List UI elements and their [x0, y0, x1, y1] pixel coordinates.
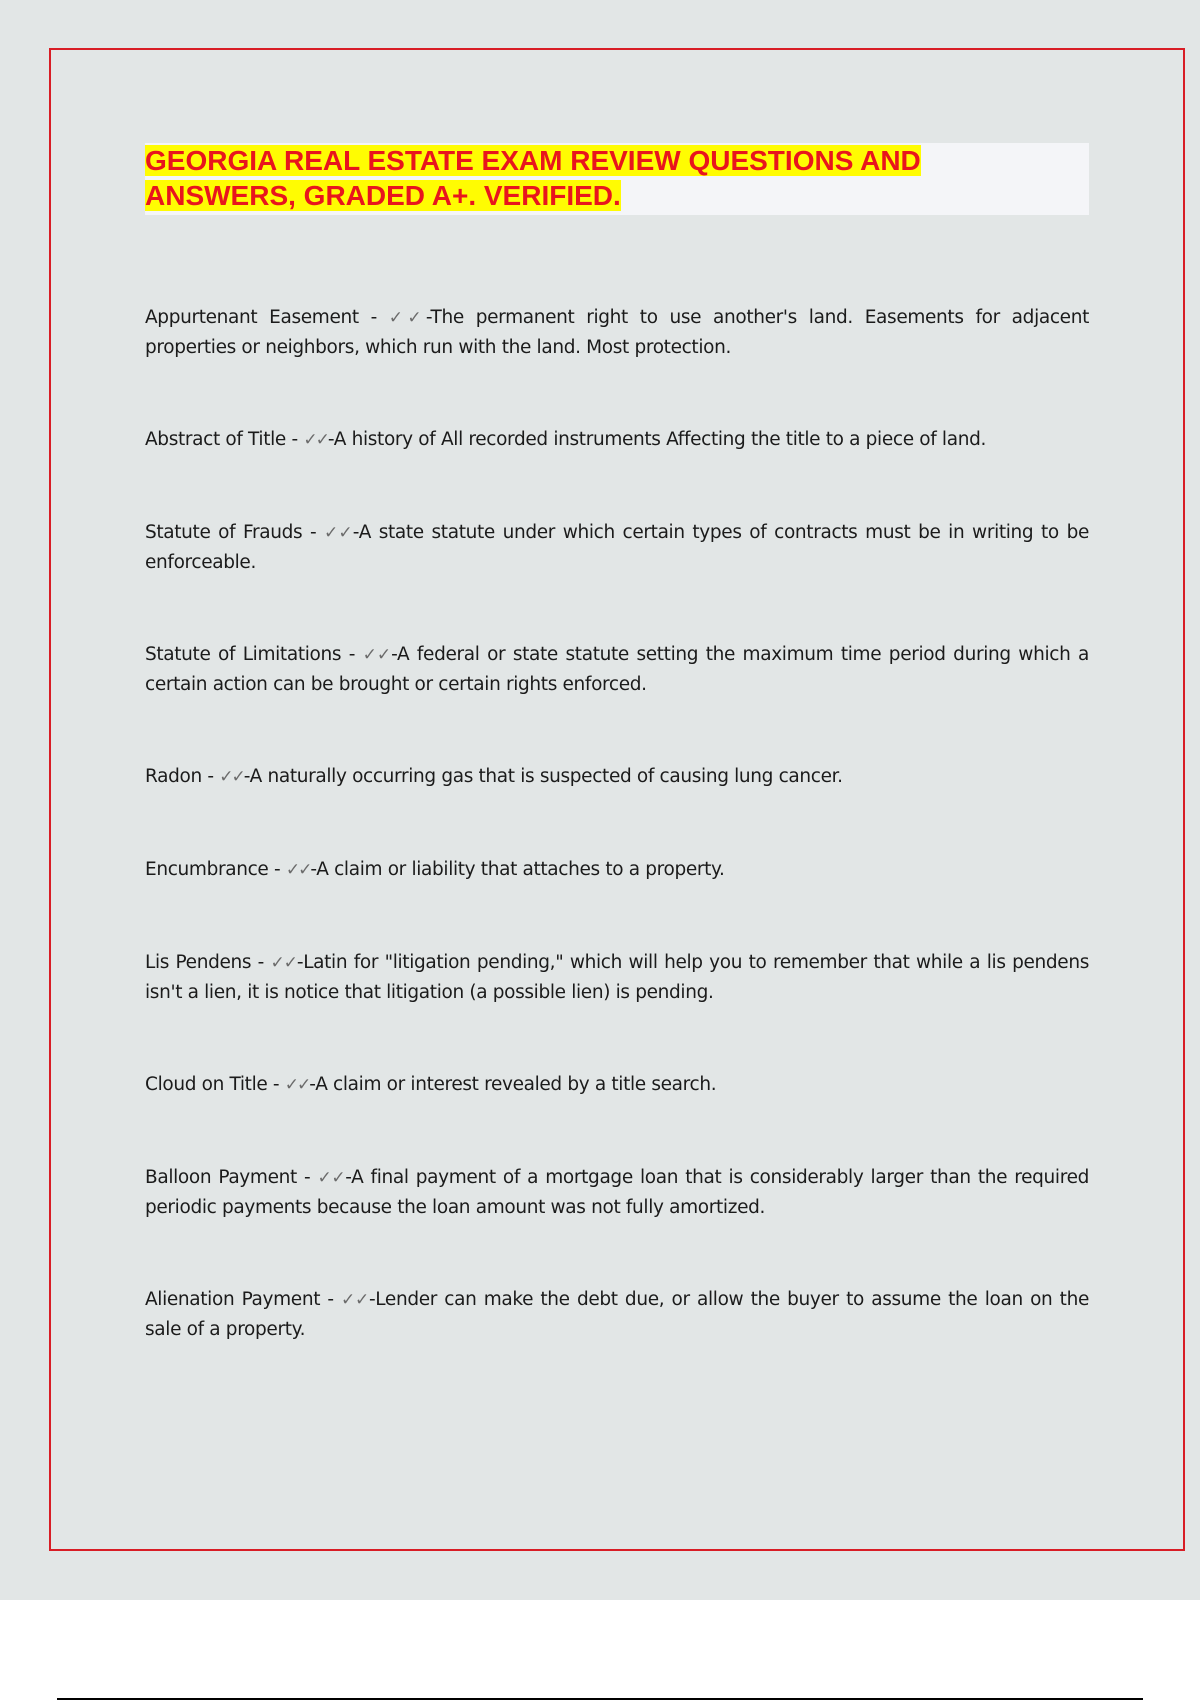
qa-entry: Statute of Frauds - ✓✓-A state statute under which certain types of contracts must be in writing to be enforceable.: [145, 522, 1090, 573]
double-check-icon: ✓✓: [323, 523, 353, 543]
entry-term: Abstract of Title: [145, 429, 286, 450]
qa-entry: Balloon Payment - ✓✓-A final payment of a mortgage loan that is considerably larger than the required periodic payments because the loan amount was not fully amortized.: [145, 1167, 1090, 1218]
entry-definition: A federal or state statute setting the maximum time period during which a certain action can be brought or certain rights enforced.: [145, 644, 1089, 695]
double-check-icon: ✓✓: [317, 1168, 346, 1188]
document-title: [145, 143, 1089, 213]
entry-definition: The permanent right to use another's land. Easements for adjacent properties or neighbors, which run with the land. Most protection.: [145, 307, 1089, 358]
entry-term: Encumbrance: [145, 859, 269, 880]
entry-term: Appurtenant Easement: [145, 307, 359, 328]
double-check-icon: ✓✓: [285, 860, 311, 880]
qa-entry: Cloud on Title - ✓✓-A claim or interest revealed by a title search.: [145, 1074, 717, 1095]
entry-term: Statute of Frauds: [145, 522, 303, 543]
title-block: [145, 143, 1089, 215]
entry-term: Alienation Payment: [145, 1289, 321, 1310]
entry-definition: A claim or interest revealed by a title search.: [315, 1074, 717, 1095]
entry-term: Lis Pendens: [145, 952, 252, 973]
title-line-1: GEORGIA REAL ESTATE EXAM REVIEW QUESTIONS AND: [145, 145, 921, 176]
entry-definition: Latin for "litigation pending," which will help you to remember that while a lis pendens isn't a lien, it is notice that litigation (a possible lien) is pending.: [145, 952, 1089, 1003]
double-check-icon: ✓✓: [284, 1075, 310, 1095]
double-check-icon: ✓✓: [219, 767, 244, 787]
title-line-2: ANSWERS, GRADED A+. VERIFIED.: [145, 180, 621, 211]
double-check-icon: ✓✓: [362, 645, 392, 665]
entry-term: Radon: [145, 766, 202, 787]
entry-definition: A history of All recorded instruments Affecting the title to a piece of land.: [333, 429, 986, 450]
entry-definition: A naturally occurring gas that is suspected of causing lung cancer.: [249, 766, 843, 787]
qa-entry: Alienation Payment - ✓✓-Lender can make the debt due, or allow the buyer to assume the loan on the sale of a property.: [145, 1289, 1089, 1340]
entry-term: Statute of Limitations: [145, 644, 342, 665]
qa-entry: Encumbrance - ✓✓-A claim or liability that attaches to a property.: [145, 859, 725, 880]
entry-term: Balloon Payment: [145, 1167, 297, 1188]
qa-list: [145, 303, 1089, 1407]
entry-definition: A state statute under which certain types of contracts must be in writing to be enforceable.: [145, 522, 1090, 573]
qa-entry: Abstract of Title - ✓✓-A history of All recorded instruments Affecting the title to a piece of land.: [145, 429, 986, 450]
double-check-icon: ✓✓: [340, 1290, 369, 1310]
entry-term: Cloud on Title: [145, 1074, 268, 1095]
entry-definition: A claim or liability that attaches to a property.: [316, 859, 725, 880]
qa-entry: Radon - ✓✓-A naturally occurring gas that is suspected of causing lung cancer.: [145, 766, 843, 787]
double-check-icon: ✓✓: [303, 430, 328, 450]
entry-definition: A final payment of a mortgage loan that is considerably larger than the required periodic payments because the loan amount was not fully amortized.: [145, 1167, 1090, 1218]
entry-definition: Lender can make the debt due, or allow the buyer to assume the loan on the sale of a property.: [145, 1289, 1089, 1340]
qa-entry: Statute of Limitations - ✓✓-A federal or state statute setting the maximum time period during which a certain action can be brought or certain rights enforced.: [145, 644, 1089, 695]
double-check-icon: ✓✓: [270, 953, 297, 973]
qa-entry: Appurtenant Easement - ✓✓-The permanent right to use another's land. Easements for adjacent properties or neighbors, which run with the land. Most protection.: [145, 307, 1089, 358]
double-check-icon: ✓✓: [388, 308, 426, 328]
qa-entry: Lis Pendens - ✓✓-Latin for "litigation pending," which will help you to remember that while a lis pendens isn't a lien, it is notice that litigation (a possible lien) is pending.: [145, 952, 1089, 1003]
